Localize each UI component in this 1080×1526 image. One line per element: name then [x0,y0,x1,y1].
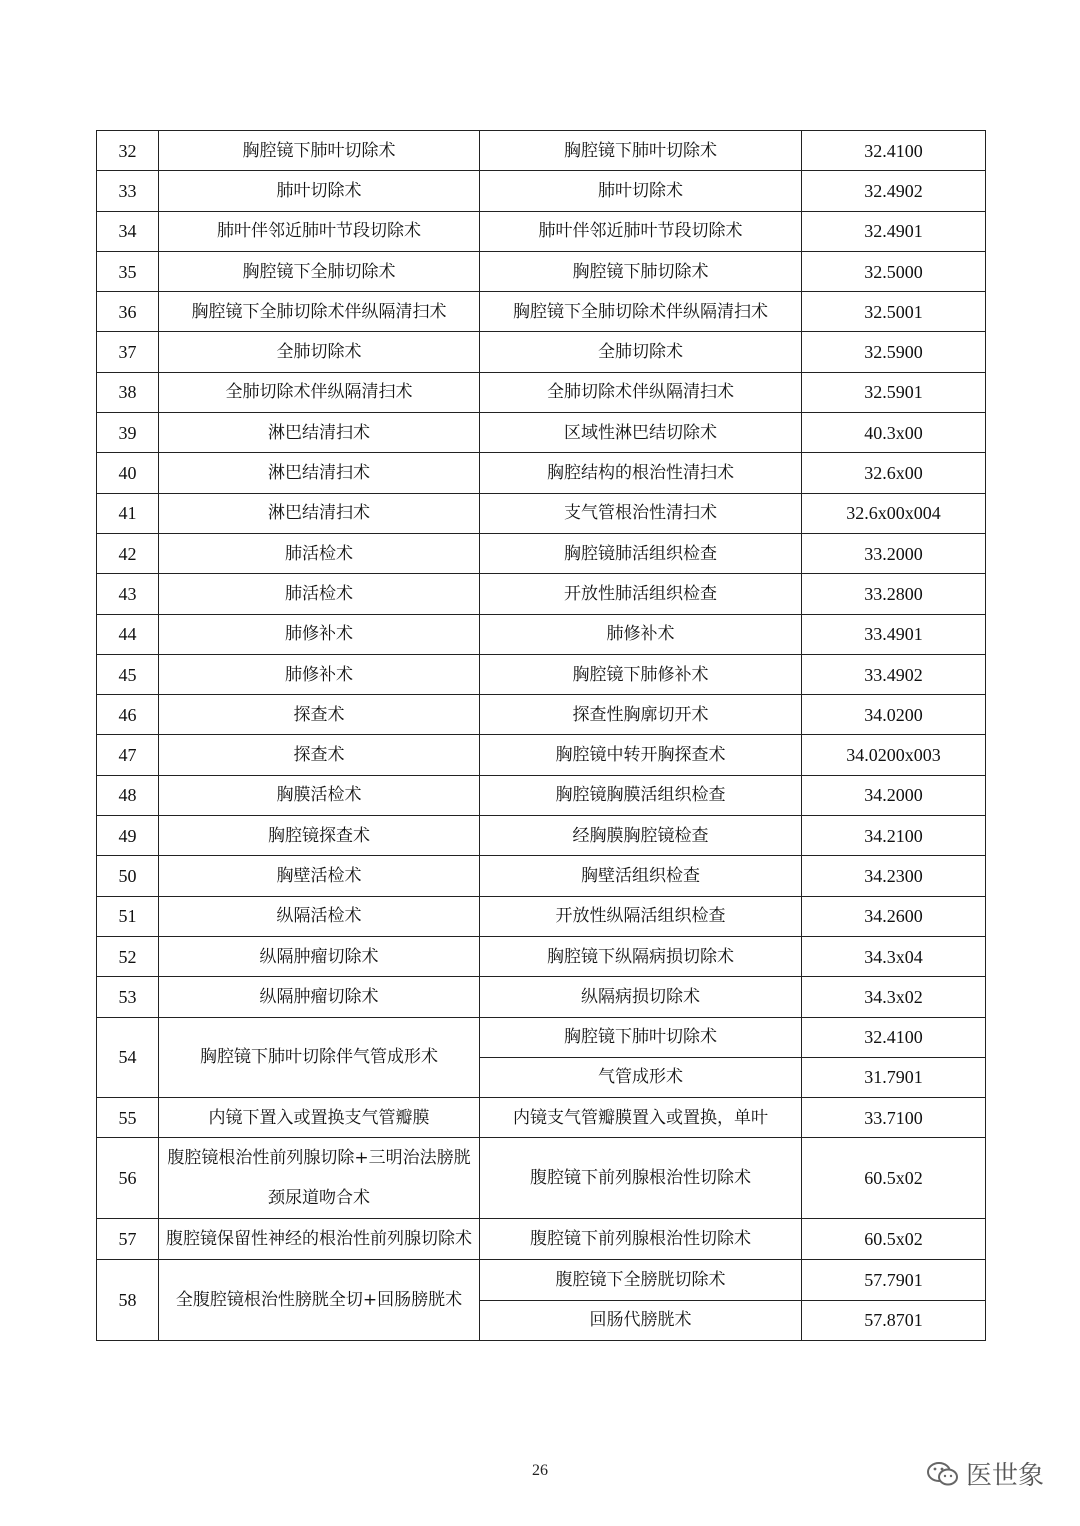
mapped-procedure: 胸壁活组织检查 [480,856,802,896]
row-number: 42 [97,533,159,573]
table-row [97,372,986,412]
procedure-code: 33.2800 [802,574,986,614]
procedure-name: 全肺切除术 [159,332,480,372]
mapped-procedure: 内镜支气管瓣膜置入或置换，单叶 [480,1098,802,1138]
row-number: 53 [97,977,159,1017]
procedure-name: 纵隔活检术 [159,896,480,936]
procedure-code: 32.5901 [802,372,986,412]
row-number: 43 [97,574,159,614]
procedure-name: 探查术 [159,735,480,775]
procedure-name: 腹腔镜根治性前列腺切除+三明治法膀胱颈尿道吻合术 [159,1138,480,1219]
procedure-code: 33.2000 [802,533,986,573]
procedure-name: 胸腔镜探查术 [159,816,480,856]
procedure-table [96,130,986,1341]
mapped-procedure: 全肺切除术 [480,332,802,372]
row-number: 55 [97,1098,159,1138]
mapped-procedure: 肺修补术 [480,614,802,654]
procedure-code: 31.7901 [802,1057,986,1097]
procedure-name: 胸腔镜下全肺切除术 [159,251,480,291]
procedure-name: 淋巴结清扫术 [159,413,480,453]
table-row [97,1138,986,1219]
mapped-procedure: 胸腔镜下全肺切除术伴纵隔清扫术 [480,292,802,332]
row-number: 37 [97,332,159,372]
procedure-code: 33.4902 [802,654,986,694]
procedure-code: 60.5x02 [802,1219,986,1260]
row-number: 48 [97,775,159,815]
mapped-procedure: 胸腔镜下肺叶切除术 [480,131,802,171]
procedure-name: 胸腔镜下全肺切除术伴纵隔清扫术 [159,292,480,332]
procedure-name: 全肺切除术伴纵隔清扫术 [159,372,480,412]
procedure-name: 探查术 [159,695,480,735]
mapped-procedure: 经胸膜胸腔镜检查 [480,816,802,856]
table-row [97,1260,986,1300]
procedure-code: 57.7901 [802,1260,986,1300]
row-number: 38 [97,372,159,412]
row-number: 39 [97,413,159,453]
mapped-procedure: 支气管根治性清扫术 [480,493,802,533]
table-row [97,211,986,251]
row-number: 32 [97,131,159,171]
procedure-name: 纵隔肿瘤切除术 [159,977,480,1017]
row-number: 58 [97,1260,159,1341]
procedure-name: 肺修补术 [159,654,480,694]
procedure-name: 胸膜活检术 [159,775,480,815]
procedure-name: 胸腔镜下肺叶切除术 [159,131,480,171]
table-row [97,292,986,332]
procedure-code: 34.2000 [802,775,986,815]
procedure-code: 34.0200 [802,695,986,735]
mapped-procedure: 腹腔镜下前列腺根治性切除术 [480,1138,802,1219]
row-number: 54 [97,1017,159,1098]
row-number: 41 [97,493,159,533]
table-row [97,654,986,694]
table-row [97,251,986,291]
table-row [97,574,986,614]
table-row [97,1098,986,1138]
row-number: 33 [97,171,159,211]
mapped-procedure: 胸腔镜胸膜活组织检查 [480,775,802,815]
table-row [97,1219,986,1260]
procedure-name: 内镜下置入或置换支气管瓣膜 [159,1098,480,1138]
procedure-name: 淋巴结清扫术 [159,453,480,493]
procedure-code: 33.7100 [802,1098,986,1138]
procedure-code: 34.0200x003 [802,735,986,775]
table-row [97,977,986,1017]
watermark [926,1455,1044,1492]
mapped-procedure: 全肺切除术伴纵隔清扫术 [480,372,802,412]
mapped-procedure: 开放性纵隔活组织检查 [480,896,802,936]
table-row [97,413,986,453]
mapped-procedure: 胸腔镜下纵隔病损切除术 [480,936,802,976]
procedure-code: 34.2600 [802,896,986,936]
row-number: 47 [97,735,159,775]
watermark-text: 医世象 [965,1461,1044,1491]
page-number: 26 [532,1462,548,1479]
procedure-code: 40.3x00 [802,413,986,453]
procedure-name: 肺活检术 [159,574,480,614]
mapped-procedure: 探查性胸廓切开术 [480,695,802,735]
table-row [97,493,986,533]
mapped-procedure: 胸腔镜下肺切除术 [480,251,802,291]
row-number: 46 [97,695,159,735]
table-row [97,695,986,735]
table-row [97,332,986,372]
table-row [97,533,986,573]
row-number: 49 [97,816,159,856]
table-row [97,453,986,493]
procedure-code: 34.2300 [802,856,986,896]
procedure-name: 胸壁活检术 [159,856,480,896]
row-number: 50 [97,856,159,896]
mapped-procedure: 区域性淋巴结切除术 [480,413,802,453]
table-row [97,614,986,654]
table-row [97,171,986,211]
row-number: 40 [97,453,159,493]
mapped-procedure: 开放性肺活组织检查 [480,574,802,614]
table-row [97,856,986,896]
procedure-code: 32.5001 [802,292,986,332]
procedure-code: 32.5900 [802,332,986,372]
procedure-code: 32.4902 [802,171,986,211]
mapped-procedure: 胸腔镜肺活组织检查 [480,533,802,573]
table-body [97,131,986,1341]
row-number: 57 [97,1219,159,1260]
row-number: 34 [97,211,159,251]
mapped-procedure: 肺叶切除术 [480,171,802,211]
table-row [97,775,986,815]
mapped-procedure: 纵隔病损切除术 [480,977,802,1017]
mapped-procedure: 胸腔结构的根治性清扫术 [480,453,802,493]
row-number: 45 [97,654,159,694]
procedure-code: 32.4100 [802,131,986,171]
mapped-procedure: 气管成形术 [480,1057,802,1097]
mapped-procedure: 胸腔镜下肺叶切除术 [480,1017,802,1057]
procedure-name: 肺修补术 [159,614,480,654]
procedure-code: 32.4100 [802,1017,986,1057]
procedure-code: 32.5000 [802,251,986,291]
table-row [97,131,986,171]
row-number: 56 [97,1138,159,1219]
row-number: 44 [97,614,159,654]
procedure-name: 淋巴结清扫术 [159,493,480,533]
table-row [97,936,986,976]
procedure-name: 胸腔镜下肺叶切除伴气管成形术 [159,1017,480,1098]
row-number: 36 [97,292,159,332]
mapped-procedure: 腹腔镜下全膀胱切除术 [480,1260,802,1300]
wechat-icon [926,1460,960,1488]
row-number: 52 [97,936,159,976]
procedure-code: 34.2100 [802,816,986,856]
procedure-name: 肺活检术 [159,533,480,573]
table-row [97,1017,986,1057]
mapped-procedure: 回肠代膀胱术 [480,1300,802,1340]
procedure-code: 32.4901 [802,211,986,251]
mapped-procedure: 腹腔镜下前列腺根治性切除术 [480,1219,802,1260]
table-row [97,896,986,936]
mapped-procedure: 胸腔镜下肺修补术 [480,654,802,694]
procedure-code: 32.6x00x004 [802,493,986,533]
procedure-name: 肺叶切除术 [159,171,480,211]
procedure-code: 57.8701 [802,1300,986,1340]
procedure-code: 34.3x02 [802,977,986,1017]
procedure-code: 60.5x02 [802,1138,986,1219]
procedure-name: 腹腔镜保留性神经的根治性前列腺切除术 [159,1219,480,1260]
procedure-name: 纵隔肿瘤切除术 [159,936,480,976]
procedure-code: 32.6x00 [802,453,986,493]
procedure-name: 肺叶伴邻近肺叶节段切除术 [159,211,480,251]
procedure-code: 33.4901 [802,614,986,654]
row-number: 51 [97,896,159,936]
mapped-procedure: 胸腔镜中转开胸探查术 [480,735,802,775]
table-row [97,816,986,856]
row-number: 35 [97,251,159,291]
procedure-name: 全腹腔镜根治性膀胱全切+回肠膀胱术 [159,1260,480,1341]
mapped-procedure: 肺叶伴邻近肺叶节段切除术 [480,211,802,251]
table-row [97,735,986,775]
procedure-code: 34.3x04 [802,936,986,976]
